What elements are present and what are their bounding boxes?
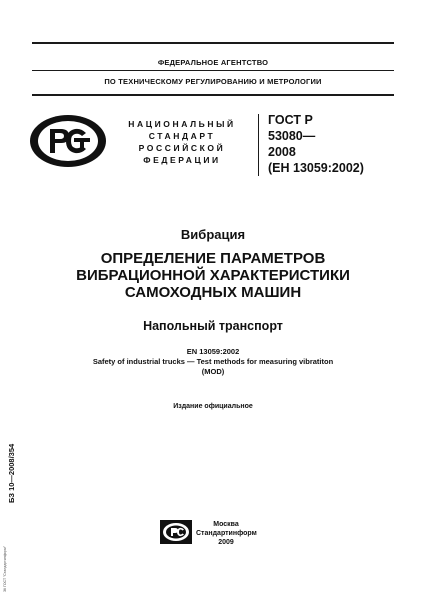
publisher-year: 2009 [218,539,234,546]
designation-line-1: ГОСТ Р [268,113,313,127]
rst-certification-mark-icon [28,113,108,169]
standartinform-logo-icon [160,520,192,544]
publisher-name: Стандартинформ [196,530,257,537]
main-title-line-1: ОПРЕДЕЛЕНИЕ ПАРАМЕТРОВ [100,250,326,267]
national-standard-line-2: СТАНДАРТ [148,131,216,141]
standard-designation [268,112,408,176]
national-standard-line-1: НАЦИОНАЛЬНЫЙ [128,119,236,129]
agency-bottom-rule [32,94,394,96]
document-main-title [32,250,394,301]
tiny-side-text: ЗК ГОСТ "Стандартинформ" [3,545,7,592]
designation-line-4: (ЕН 13059:2002) [268,161,364,175]
document-heading: Вибрация [180,227,246,242]
top-rule [32,42,394,44]
designation-vertical-rule [258,114,259,176]
publisher-city: Москва [213,521,239,528]
national-standard-line-4: ФЕДЕРАЦИИ [143,155,221,165]
main-title-line-3: САМОХОДНЫХ МАШИН [124,284,302,301]
en-reference-line-2: (MOD) [201,367,225,376]
en-reference-code: EN 13059:2002 [186,347,240,356]
main-title-line-2: ВИБРАЦИОННОЙ ХАРАКТЕРИСТИКИ [76,267,350,284]
national-standard-block [118,118,246,166]
publisher-block [196,520,256,547]
agency-divider [32,70,394,71]
en-reference-line-1: Safety of industrial trucks — Test methods for measuring vibratiton [92,357,334,366]
document-subtitle: Напольный транспорт [143,319,283,333]
designation-line-2: 53080— [268,129,316,143]
agency-line-2: ПО ТЕХНИЧЕСКОМУ РЕГУЛИРОВАНИЮ И МЕТРОЛОГИИ [104,77,322,86]
national-standard-line-3: РОССИЙСКОЙ [138,143,226,153]
edition-label: Издание официальное [173,403,253,410]
en-reference [32,347,394,377]
designation-line-3: 2008 [268,145,296,159]
side-code: БЗ 10—2008/354 [7,443,16,503]
agency-line-1: ФЕДЕРАЛЬНОЕ АГЕНТСТВО [157,58,269,67]
